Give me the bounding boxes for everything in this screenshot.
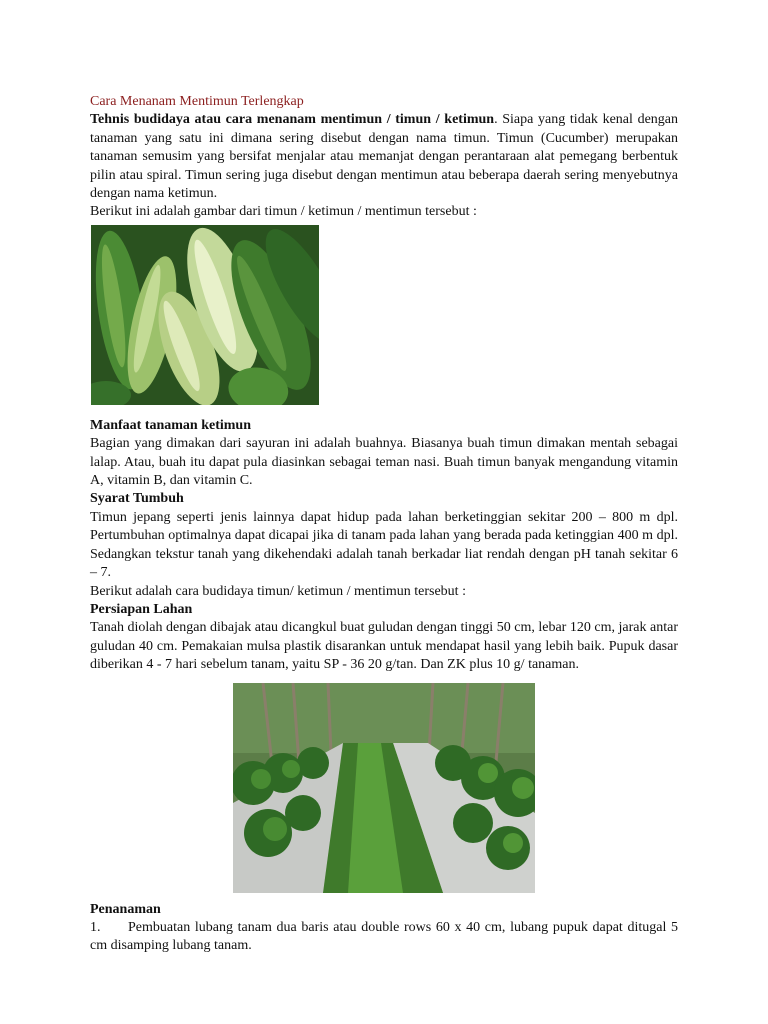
- cucumber-field-photo: [233, 683, 535, 893]
- section-heading-growing-conditions: Syarat Tumbuh: [90, 491, 184, 507]
- list-item-text: Pembuatan lubang tanam dua baris atau double rows 60 x 40 cm, lubang pupuk dapat ditugal 5 cm disamping lubang tanam.: [90, 919, 678, 954]
- intro-text: . Siapa yang tidak kenal dengan tanaman yang satu ini dimana sering disebut dengan nama timun. Timun (Cucumber) merupakan tanaman semusim yang bersifat menjalar atau memanjat dengan perantaraan alat pemegang berbentuk pilin atau spiral. Timun sering juga disebut dengan mentimun atau beberapa daerah sering menyebutnya dengan nama ketimun.: [90, 112, 679, 202]
- planting-list-item: [90, 919, 678, 956]
- section-heading-benefits: Manfaat tanaman ketimun: [90, 417, 252, 433]
- intro-bold-text: Tehnis budidaya atau cara menanam mentimun / timun / ketimun: [90, 112, 495, 128]
- section-text-land-prep: Tanah diolah dengan dibajak atau dicangkul buat guludan dengan tinggi 50 cm, lebar 120 cm, jarak antar guludan 40 cm. Pemakaian mulsa plastik disarankan untuk mendapat hasil yang lebih baik. Pupuk dasar diberikan 4 - 7 hari sebelum tanam, yaitu SP - 36 20 g/tan. Dan ZK plus 10 g/ tanaman.: [90, 620, 678, 673]
- section-text-growing-conditions: Timun jepang seperti jenis lainnya dapat hidup pada lahan berketinggian sekitar 200 – 800 m dpl. Pertumbuhan optimalnya dapat dicapai jika di tanam pada lahan yang berada pada ketinggian 400 m dpl. Sedangkan tekstur tanah yang dikehendaki adalah tanah berkadar liat rendah dengan pH tanah sekitar 6 – 7.: [90, 509, 678, 581]
- document-body: [90, 93, 678, 956]
- section-text-benefits: Bagian yang dimakan dari sayuran ini adalah buahnya. Biasanya buah timun dimakan mentah sebagai lalap. Atau, buah itu dapat pula diasinkan sebagai teman nasi. Buah timun banyak mengandung vitamin A, vitamin B, dan vitamin C.: [90, 436, 678, 489]
- intro-paragraph: [90, 111, 678, 203]
- section-heading-planting: Penanaman: [90, 901, 161, 917]
- cucumber-photo: [91, 225, 319, 405]
- list-item-number: 1.: [90, 919, 101, 935]
- image-intro-text: Berikut ini adalah gambar dari timun / ketimun / mentimun tersebut :: [90, 204, 477, 220]
- section-text-cultivation-intro: Berikut adalah cara budidaya timun/ ketimun / mentimun tersebut :: [90, 583, 466, 599]
- section-heading-land-prep: Persiapan Lahan: [90, 601, 193, 617]
- document-title: Cara Menanam Mentimun Terlengkap: [90, 94, 304, 109]
